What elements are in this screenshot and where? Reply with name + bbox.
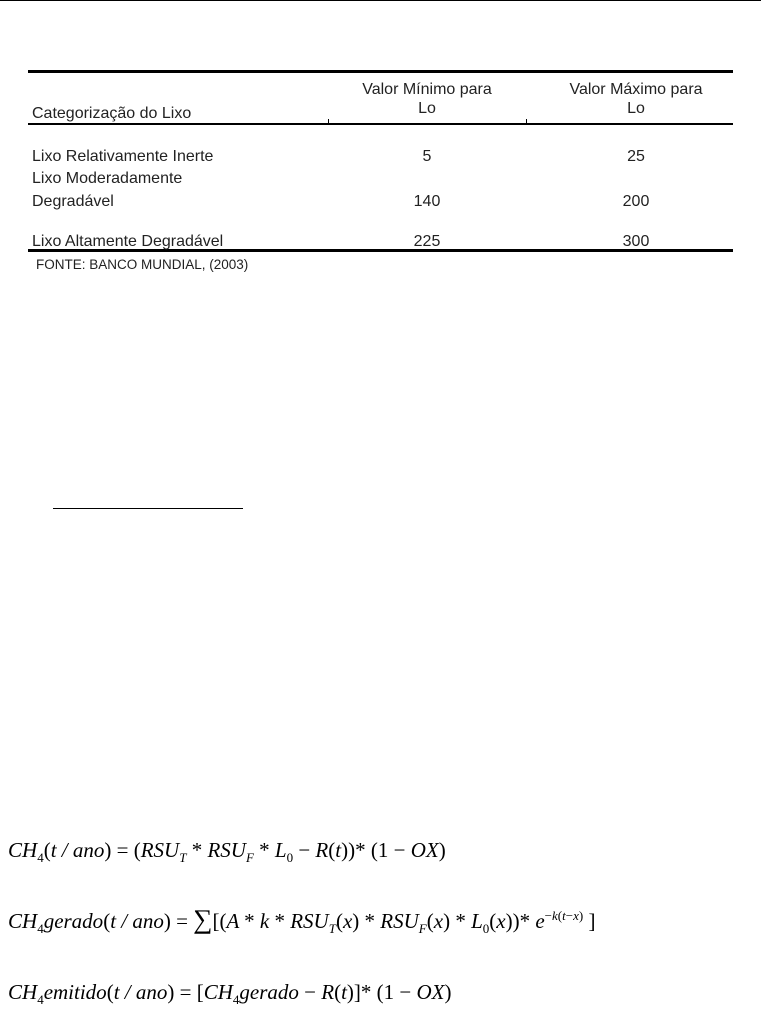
row-3-max: 300 xyxy=(622,233,650,250)
header-min-line-2: Lo xyxy=(418,100,436,117)
column-tick-1 xyxy=(328,119,329,123)
equation-ch4: $CH_4(t / ano) = (RSU_T * RSU_F * L_0 - R(t))*$ (1 − OX) xyxy=(8,838,446,866)
row-2-max: 200 xyxy=(622,193,650,210)
header-max-line-1: Valor Máximo para xyxy=(569,81,703,98)
row-1-category: Lixo Relativamente Inerte xyxy=(32,148,214,165)
equation-ch4-emitido: $CH_4emitido(t / ano)$ = $[CH_4gerado - R(t)]*$ (1 − OX) xyxy=(8,980,452,1008)
header-category: Categorização do Lixo xyxy=(32,105,192,122)
row-1-max: 25 xyxy=(627,148,645,165)
row-2-category-line-1: Lixo Moderadamente xyxy=(32,170,183,187)
equation-ch4-gerado: $CH_4gerado(t / ano) = \sum[(A * k * RSU_T(x) * RSU_F(x) * L_0(x))*$ $e^{-k(t-x)}$ ] xyxy=(8,904,596,937)
header-min-line-1: Valor Mínimo para xyxy=(362,81,492,98)
header-max-line-2: Lo xyxy=(627,100,645,117)
table-source: FONTE: BANCO MUNDIAL, (2003) xyxy=(36,257,249,272)
row-3-min: 225 xyxy=(413,233,441,250)
header-max-value xyxy=(538,80,734,118)
table-body xyxy=(28,125,733,249)
row-3-category: Lixo Altamente Degradável xyxy=(32,233,224,250)
header-min-value xyxy=(328,80,526,118)
column-tick-2 xyxy=(526,119,527,123)
footnote-rule xyxy=(53,508,243,509)
row-2-category-line-2: Degradável xyxy=(32,193,114,210)
row-2-min: 140 xyxy=(413,193,441,210)
lo-values-table xyxy=(28,70,733,252)
table-header xyxy=(28,73,733,123)
row-1-min: 5 xyxy=(422,148,432,165)
page-top-rule xyxy=(0,0,761,1)
